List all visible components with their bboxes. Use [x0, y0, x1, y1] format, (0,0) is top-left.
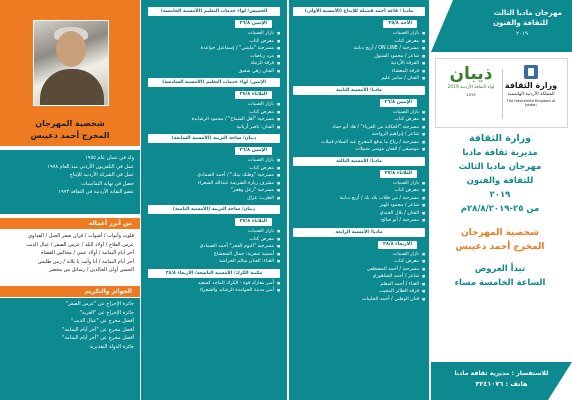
dhiban-logo	[442, 65, 500, 121]
ministry-logo-kingdom: المملكة الأردنية الهاشمية	[507, 92, 555, 97]
festival-subtitle: للثقافة والفنون	[493, 19, 548, 27]
program-item: ■ مسرحية "أهل الشماح" / محمود الرشايدة	[144, 116, 284, 124]
cover-year: ٢٠١٩	[489, 190, 511, 200]
evening-date: الإثنين ٢٦/٨	[235, 147, 272, 155]
festival-title: مهرجان مادبا الثالث	[493, 9, 562, 17]
ministry-logo-english: The Hashemite Kingdom of Jordan	[506, 99, 556, 107]
contact-info: للاستفسار : مديرية ثقافة مادبا	[454, 370, 549, 377]
schedule-panel-second	[141, 0, 287, 400]
program-item: ■ مسرحية / أحمد المصطفى	[289, 266, 429, 274]
program-item: ■ الفنان / بلال الجندي	[289, 210, 429, 218]
evening-header: مادبا/ الأمسية الثانية	[293, 86, 425, 95]
program-item: ■ مسرحية / رياح ما يدفع المخرج عبد السلام قبيلات	[289, 139, 429, 147]
program-item: ■ الفنان: ناصر أربانية	[144, 124, 284, 132]
evening-header: مادبا / قاعة أحمد فضيلة للإبداع (الأمسية الأولى)	[293, 7, 425, 16]
program-item: ■ أمسية شعرية: جمال الشعشاع	[144, 251, 284, 259]
program-item: ■ مسرحية "البوم الفجر" أحمد الصمادي	[144, 243, 284, 251]
program-item: ■ معرض كتاب	[144, 165, 284, 173]
cover-festival: مهرجان مادبا الثالث	[458, 162, 542, 172]
awards-item: أفضل مخرج عن "أخر أيام اليمامة"	[62, 326, 134, 333]
program-item: ■ مسرحية / من طلاب يلاد بك / أريج دبابنة	[289, 195, 429, 203]
cover-panel	[431, 0, 572, 400]
director-photo	[33, 20, 109, 106]
program-item: ■ معرض كتاب	[289, 116, 429, 124]
program-item: ■ الغناء: الفنان سالم الخراشة	[144, 258, 284, 266]
awards-heading: الجوائز والتكريم	[0, 286, 140, 297]
program-item: ■ معرض كتاب	[144, 38, 284, 46]
cover-ministry: وزارة الثقافة	[468, 133, 532, 144]
evening-date: الثلاثاء ٢٧/٨	[380, 170, 417, 178]
awards-item: أفضل مخرج عن "عيال الذيب"	[70, 318, 134, 325]
awards-item: أفضل مخرج عن "أخر أيام اليمامة"	[62, 335, 134, 342]
program-item: ■ مسرحية "الحكاية من الفرياء" / هاد أبو حماد	[289, 124, 429, 132]
program-item: ■ مسرحية / ON LINE / أريج دبابنة	[289, 45, 429, 53]
program-item: ■ بازار الصبيات	[144, 157, 284, 165]
bio-item: عمل في الشركة الأردنية للإنتاج	[69, 172, 134, 179]
program-item: ■ فرقة المعشاء	[289, 68, 429, 76]
program-item: ■ معرض كتاب	[289, 187, 429, 195]
schedule-column	[289, 4, 429, 303]
awards-list	[0, 298, 140, 400]
program-item: ■ الفنان / سامر عليم	[289, 75, 429, 83]
contact-band	[431, 362, 572, 400]
works-heading: من أبرز أعماله	[0, 218, 140, 229]
photo-face	[56, 31, 86, 67]
schedule-column	[144, 4, 284, 295]
program-item: ■ مرد رياضات	[144, 53, 284, 61]
evening-date: الأحد ٢٥/٨	[383, 20, 417, 28]
program-item: ■ موسيقى / الفنان موسى شبيلات	[289, 146, 429, 154]
band-corner	[431, 0, 453, 52]
program-item: ■ مشرف زيارة الشريمة عبدالله الشعراء	[144, 180, 284, 188]
bio-list	[0, 150, 140, 214]
program-item: ■ شاعر / محمود الشبول	[289, 53, 429, 61]
program-item: ■ الفنان زهي شقيق	[144, 68, 284, 76]
program-item: ■ معرض كتاب	[289, 38, 429, 46]
personality-name: المخرج أحمد دعيبس	[30, 131, 110, 140]
program-item: ■ مسرحية "زعل وهجر"	[144, 187, 284, 195]
awards-item: جائزة الإخراج عن "عرس الصقر"	[65, 301, 134, 307]
works-item: أخر أيام اليمامة / أولاد عمي / مجالس القضاة	[40, 250, 134, 257]
evening-header: الخميس/ لواء خدمات التعليم (الأمسية الخامسة)	[148, 7, 280, 16]
evening-date: الثلاثاء ٢٧/٨	[235, 91, 272, 99]
program-item: ■ بازار الصبيات	[289, 180, 429, 188]
program-item: ■ فرقة الطائر المجيب	[289, 288, 429, 296]
ministry-emblem-icon	[524, 65, 538, 79]
program-item: ■ شاعر / إبراهيم الرواحنة	[289, 131, 429, 139]
cover-text	[438, 132, 562, 290]
evening-header: مادبا/ الأمسية الثالثة	[293, 157, 425, 166]
program-item: ■ الطرب: غزال	[144, 195, 284, 203]
cover-directorate: مديرية ثقافة مادبا	[462, 148, 538, 158]
ministry-logo	[501, 65, 561, 121]
dhiban-logo-caption: لواء الثقافة الأردنية 2019	[447, 85, 495, 90]
program-item: ■ بازار الصبيات	[289, 251, 429, 259]
program-item: ■ مسرحية / أبو صالح	[289, 217, 429, 225]
works-item: الحسن أولى الخالدين / رسائل من مخضر	[49, 267, 134, 274]
evening-header: مادبا/ الأمسية الرابعة	[293, 228, 425, 237]
program-item: ■ شاعر / أحمد الشاهوري	[289, 273, 429, 281]
program-item: ■ بازار الصبيات	[144, 101, 284, 109]
dhiban-logo-mark: ذيبان	[449, 64, 493, 84]
evening-header: الإثنين/ لواء خدمات التعليم (الأمسية السادسة)	[148, 78, 280, 87]
program-item: ■ مسرحية "وطنك بيتك" / أحمد الصمادي	[144, 172, 284, 180]
dhiban-logo-year: 2019	[466, 93, 476, 97]
works-item: قلوب وأبواب / أصوات / قران صقر الجبل / الفداوي	[28, 233, 134, 239]
evening-date: الإثنين ٢٦/٨	[235, 20, 272, 28]
program-item: ■ الفرقة الأردنية	[289, 60, 429, 68]
left-panel	[0, 0, 140, 400]
evening-header: ذيبان/ ساحة التربية (الأمسية الثامنة)	[148, 205, 280, 214]
program-item: ■ أمير معارك قوة - الكرك الماجد كسعيد	[144, 280, 284, 288]
evening-header: مكتبة الكرك/ الأمسية التاسعة/ الأربعاء ٢٨/٨	[148, 269, 280, 278]
schedule-panel-first	[289, 0, 429, 400]
photo-body	[40, 69, 104, 106]
program-item: ■ فرقة الرملة	[144, 60, 284, 68]
logos-box	[435, 58, 568, 128]
works-item: عرس الفلاح / أولاد البلد / عرس الصقر / عيال الذيب	[26, 241, 134, 248]
contact-corner	[548, 362, 572, 400]
evening-date: الثلاثاء ٢٧/٨	[235, 218, 272, 226]
ministry-logo-name: وزارة الثقافة	[504, 81, 558, 90]
bio-item: ولد في عمان عام ١٩٥٥	[85, 155, 134, 161]
festival-personality-title	[0, 118, 140, 142]
program-item: ■ بازار الصبيات	[144, 228, 284, 236]
personality-heading: شخصية المهرجان	[35, 119, 105, 128]
program-item: ■ الغناء / أحمد المعلم	[289, 281, 429, 289]
program-item: ■ بازار الصبيات	[289, 30, 429, 38]
evening-date: الأربعاء ٢٨/٨	[378, 241, 417, 249]
awards-item: جائزة الإخراج عن "الغربة"	[79, 309, 134, 316]
cover-dates: من ٢٥-٢٨/٨/٢٠١٩م	[460, 204, 540, 214]
title-band	[431, 0, 572, 52]
program-item: ■ معرض كتاب	[144, 236, 284, 244]
cover-start-time: الساعة الخامسة مساء	[454, 278, 546, 288]
bio-item: حصل في نهاية الثمانينيات	[81, 180, 134, 187]
cover-arts: للثقافة والفنون	[466, 176, 534, 186]
program-item: ■ معرض كتاب	[144, 109, 284, 117]
program-item: ■ بازار الصبيات	[144, 30, 284, 38]
works-item: أخر أيام اليمامة / أنا وأنت يا ثلاثة / زمن طليس	[37, 258, 134, 265]
festival-year: ٢٠١٩	[516, 31, 528, 37]
bio-item: عضو النقابة الأردنية في الثقافة ١٩٩٣	[58, 189, 134, 196]
program-item: ■ فنان الوطني / أحمد الجلبيات	[289, 296, 429, 304]
awards-item: جائزة الدولة التقديرية	[89, 343, 134, 350]
bio-item: عمل في التلفزيون الأردني منذ العام ١٩٧٨	[47, 163, 134, 170]
works-list	[0, 230, 140, 277]
program-item: ■ بازار الصبيات	[289, 109, 429, 117]
program-item: ■ أمير مدينة الحوامدة الرشايد والشعراء	[144, 287, 284, 295]
contact-phone: هاتف : ٣٢٤١٠٧٦	[475, 380, 528, 388]
program-item: ■ شاعر / محمود الهير	[289, 202, 429, 210]
cover-personality-heading: شخصية المهرجان	[460, 228, 540, 238]
cover-start: تبدأ العروض	[474, 264, 526, 274]
evening-header: ذيبان/ ساحة التربية (الأمسية السابعة)	[148, 134, 280, 143]
cover-personality-name: المخرج أحمد دعيبس	[455, 242, 545, 252]
program-item: ■ مسرحية "مليتتي" / إسماعيل حواعدة	[144, 45, 284, 53]
program-item: ■ معرض كتاب	[289, 258, 429, 266]
evening-date: الإثنين ٢٦/٨	[380, 99, 417, 107]
